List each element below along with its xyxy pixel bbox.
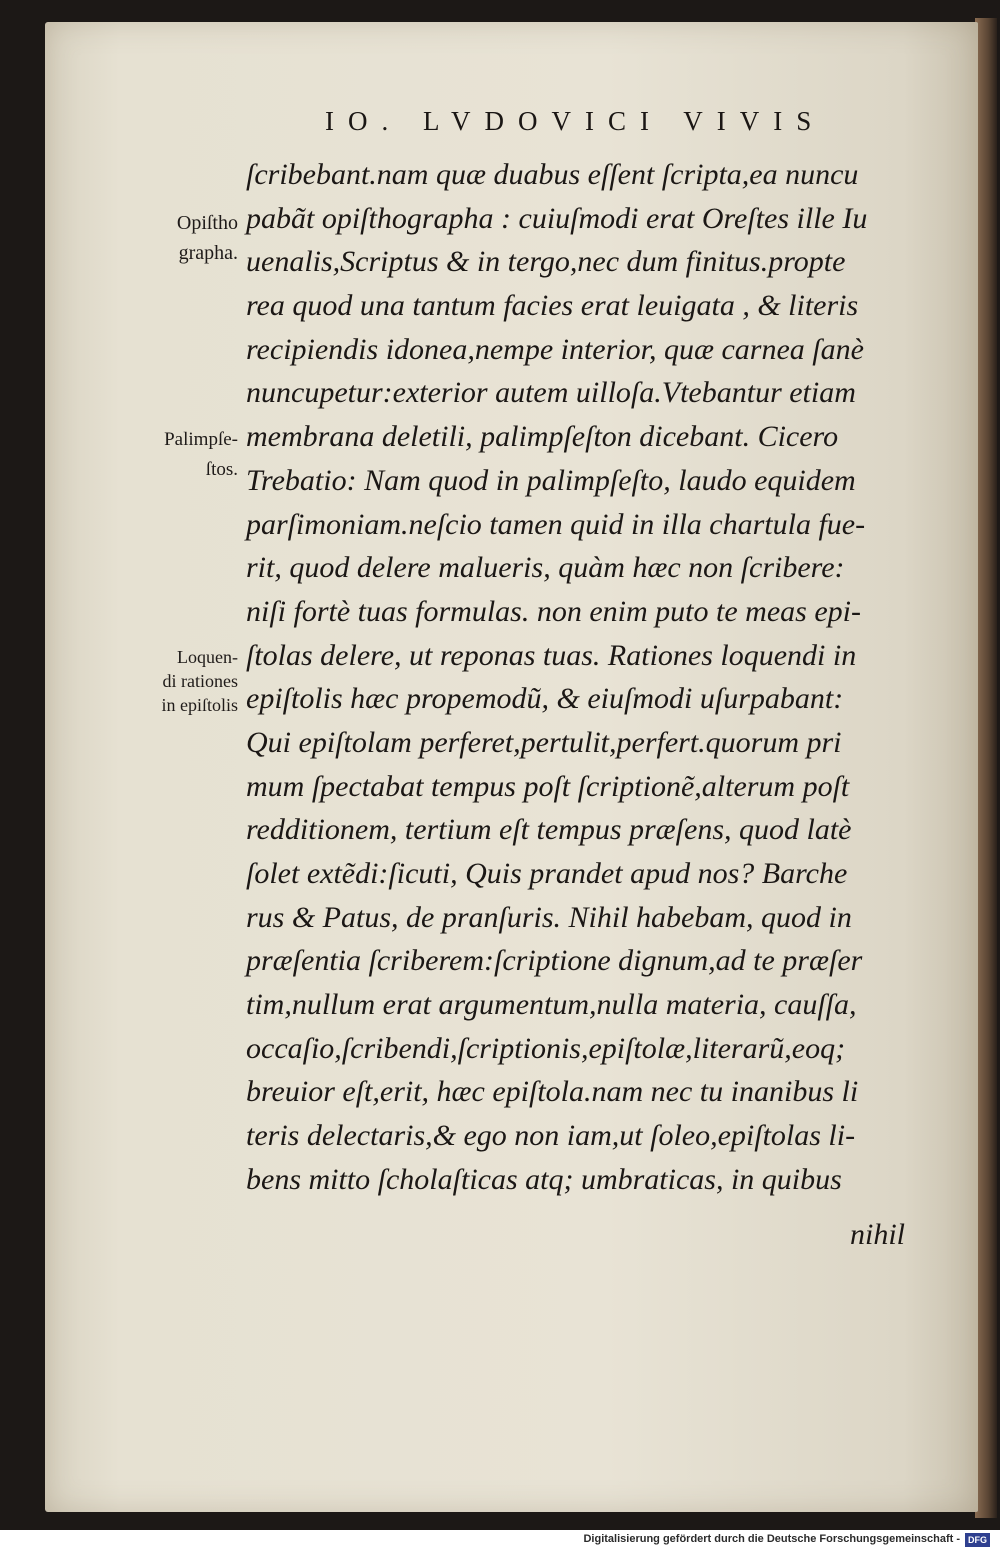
- text-line: niſi fortè tuas formulas. non enim puto te meas epi-: [246, 594, 861, 628]
- text-line: pabãt opiſthographa : cuiuſmodi erat Oreſtes ille Iu: [246, 201, 868, 235]
- text-line: mum ſpectabat tempus poſt ſcriptionẽ,alterum poſt: [246, 769, 850, 803]
- text-line: ſtolas delere, ut reponas tuas. Rationes loquendi in: [246, 638, 857, 672]
- margin-note-opisthographa: [177, 208, 238, 268]
- text-line: rea quod una tantum facies erat leuigata , & literis: [246, 289, 859, 323]
- margin-note-line: Loquen-: [177, 647, 238, 667]
- text-line: recipiendis idonea,nempe interior, quæ carnea ſanè: [246, 332, 864, 366]
- text-line: ſcribebant.nam quæ duabus eſſent ſcripta,ea nuncu: [246, 158, 859, 191]
- text-line: præſentia ſcriberem:ſcriptione dignum,ad te præſer: [246, 944, 863, 978]
- margin-note-line: Opiſtho: [176, 212, 238, 234]
- page-edge: [975, 18, 997, 1518]
- text-line: Qui epiſtolam perferet,pertulit,perfert.quorum pri: [246, 725, 842, 759]
- margin-note-loquendi-rationes: [162, 645, 239, 717]
- text-line: ſolet extẽdi:ſicuti, Quis prandet apud nos? Barche: [246, 857, 848, 890]
- text-line: membrana deletili, palimpſeſton dicebant. Cicero: [246, 420, 839, 454]
- text-line: bens mitto ſcholaſticas atq; umbraticas, in quibus: [246, 1162, 842, 1196]
- margin-note-line: ſtos.: [205, 459, 238, 480]
- text-line: parſimoniam.neſcio tamen quid in illa chartula fue-: [246, 507, 866, 541]
- text-line: uenalis,Scriptus & in tergo,nec dum finitus.propte: [246, 245, 846, 279]
- margin-note-line: in epiſtolis: [161, 695, 238, 715]
- running-head: IO. LVDOVICI VIVIS: [325, 106, 826, 136]
- text-line: tim,nullum erat argumentum,nulla materia, cauſſa,: [246, 988, 857, 1022]
- text-line: teris delectaris,& ego non iam,ut ſoleo,epiſtolas li-: [246, 1119, 856, 1153]
- text-line: rus & Patus, de pranſuris. Nihil habebam, quod in: [246, 900, 852, 934]
- text-line: nuncupetur:exterior autem uilloſa.Vtebantur etiam: [246, 376, 856, 410]
- text-line: Trebatio: Nam quod in palimpſeſto, laudo equidem: [246, 463, 856, 497]
- text-line: rit, quod delere malueris, quàm hæc non ſcribere:: [246, 551, 845, 585]
- text-line: redditionem, tertium eſt tempus præſens, quod latè: [246, 813, 852, 847]
- body-text: [246, 153, 936, 1202]
- footer-credit: Digitalisierung gefördert durch die Deutsche Forschungsgemeinschaft -: [583, 1533, 960, 1545]
- margin-note-palimpsestos: [164, 425, 238, 485]
- margin-note-line: Palimpſe-: [164, 429, 238, 450]
- catchword: nihil: [850, 1218, 906, 1251]
- margin-note-line: di rationes: [162, 671, 238, 691]
- text-line: occaſio,ſcribendi,ſcriptionis,epiſtolæ,literarũ,eoq;: [246, 1031, 846, 1065]
- dfg-logo: DFG: [965, 1533, 990, 1547]
- margin-note-line: grapha.: [178, 242, 238, 264]
- text-line: epiſtolis hæc propemodũ, & eiuſmodi uſurpabant:: [246, 682, 844, 716]
- text-line: breuior eſt,erit, hæc epiſtola.nam nec tu inanibus li: [246, 1075, 859, 1109]
